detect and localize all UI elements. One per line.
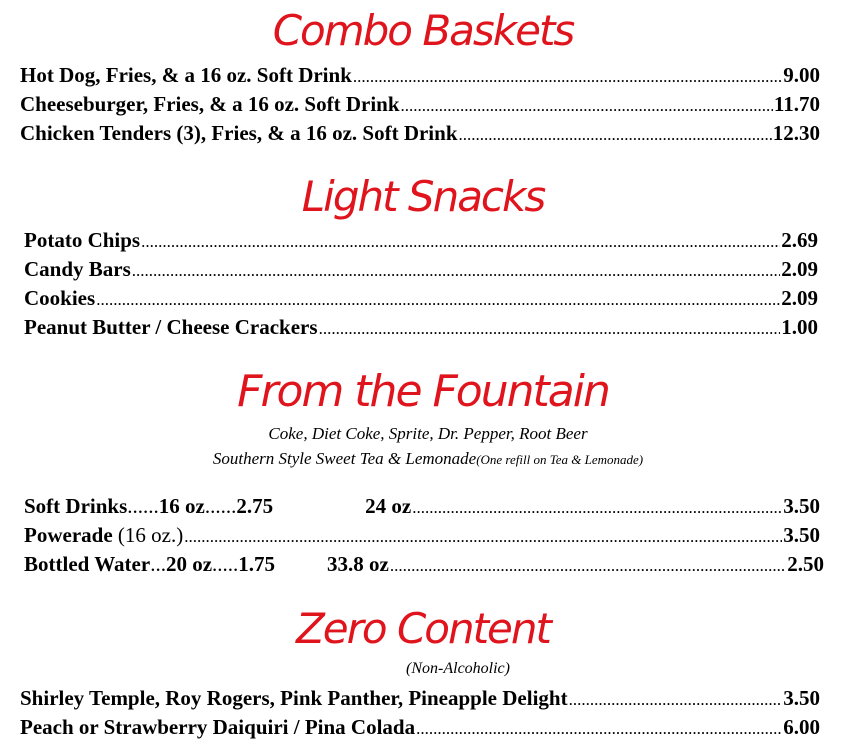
fountain-drinks-text: Coke, Diet Coke, Sprite, Dr. Pepper, Root Beer [268,424,588,443]
menu-item [24,313,818,343]
leader-dots [390,551,786,580]
leader-dots [319,314,781,343]
water-size1: 20 oz [165,552,213,576]
menu-item [20,684,820,714]
fountain-heading: From the Fountain [237,366,609,417]
non-alcoholic-note: (Non-Alcoholic) [406,660,510,677]
menu-item [20,713,820,743]
leader-dots [416,714,782,743]
zero-content-heading: Zero Content [296,604,550,653]
item-price: 11.70 [773,92,820,116]
item-label: Peanut Butter / Cheese Crackers [24,315,318,339]
item-price: 3.50 [783,686,820,710]
leader-dots [401,91,773,120]
item-label: Cheeseburger, Fries, & a 16 oz. Soft Drink [20,92,400,116]
powerade-size-text: (16 oz.) [117,523,184,547]
item-label: Peach or Strawberry Daiquiri / Pina Colada [20,715,416,739]
fountain-tea-text: Southern Style Sweet Tea & Lemonade [212,449,477,468]
item-label: Shirley Temple, Roy Rogers, Pink Panther, Pineapple Delight [20,686,568,710]
menu-item [20,90,820,120]
powerade-price: 3.50 [783,523,820,547]
item-label: Cookies [24,286,96,310]
item-price: 12.30 [772,121,820,145]
menu-item [20,119,820,149]
leader-dots [569,685,783,714]
item-label: Chicken Tenders (3), Fries, & a 16 oz. Soft Drink [20,121,458,145]
soft-drinks-size1: 16 oz [158,494,205,518]
leader-dots: ...... [127,494,159,518]
leader-dots [353,62,782,91]
leader-dots: ... [150,552,166,576]
leader-dots [132,256,780,285]
item-price: 9.00 [783,63,820,87]
leader-dots [184,522,782,551]
soft-drinks-label: Soft Drinks [24,494,128,518]
item-label: Potato Chips [24,228,141,252]
soft-drinks-row [24,492,820,522]
refill-note: (One refill on Tea & Lemonade) [476,452,644,467]
leader-dots: ...... [204,494,237,518]
item-price: 2.09 [781,257,818,281]
item-price: 2.09 [781,286,818,310]
leader-dots [459,120,772,149]
menu-item [20,61,820,91]
powerade-label: Powerade [24,523,113,547]
powerade-size [113,521,184,550]
leader-dots [96,285,780,314]
item-label: Candy Bars [24,257,131,281]
soft-drinks-price1: 2.75 [236,494,274,518]
bottled-water-row [24,550,824,580]
water-price1: 1.75 [238,552,276,576]
water-label: Bottled Water [24,552,151,576]
fountain-tea-line [0,449,846,469]
menu-item [24,255,818,285]
menu-item [24,284,818,314]
light-snacks-heading: Light Snacks [301,172,545,221]
leader-dots [412,493,782,522]
leader-dots: ..... [212,552,239,576]
item-price: 1.00 [781,315,818,339]
fountain-drinks-line [0,424,846,444]
combo-baskets-heading: Combo Baskets [272,6,574,55]
soft-drinks-price2: 3.50 [783,494,820,518]
menu-item [24,226,818,256]
item-price: 2.69 [781,228,818,252]
water-size2: 33.8 oz [327,552,389,576]
water-price2: 2.50 [787,552,824,576]
leader-dots [141,227,780,256]
soft-drinks-size2: 24 oz [365,494,412,518]
item-label: Hot Dog, Fries, & a 16 oz. Soft Drink [20,63,352,87]
item-price: 6.00 [783,715,820,739]
powerade-row [24,521,820,551]
